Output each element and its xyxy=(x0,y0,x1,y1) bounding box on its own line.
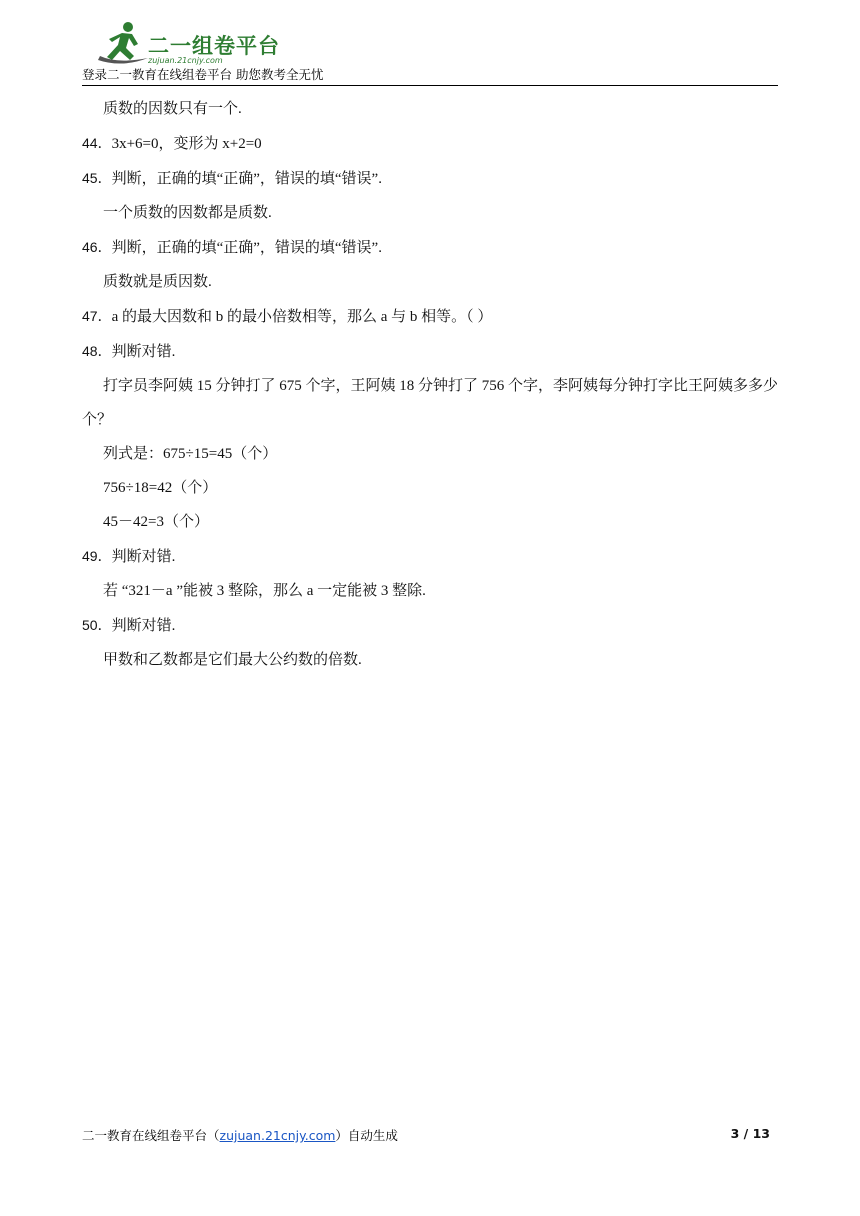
runner-logo-icon xyxy=(92,20,152,66)
question-content xyxy=(82,92,782,677)
question-number: 47． xyxy=(82,308,112,324)
footer-suffix: ）自动生成 xyxy=(335,1128,398,1143)
logo-title: 二一组卷平台 xyxy=(148,34,280,58)
question-number: 50． xyxy=(82,617,112,633)
header-divider xyxy=(82,85,778,86)
question-text: a 的最大因数和 b 的最小倍数相等，那么 a 与 b 相等。（ ） xyxy=(111,309,493,325)
question-statement xyxy=(82,265,782,299)
line-text: 45－42=3（个） xyxy=(103,514,209,530)
footer-link[interactable]: zujuan.21cnjy.com xyxy=(219,1128,336,1143)
question-44 xyxy=(82,126,782,161)
question-number: 48． xyxy=(82,343,112,359)
line-text: 甲数和乙数都是它们最大公约数的倍数. xyxy=(103,652,362,668)
line-text: 质数的因数只有一个. xyxy=(103,101,242,117)
question-number: 44． xyxy=(82,135,112,151)
question-text: 判断对错. xyxy=(111,549,176,565)
question-text: 判断，正确的填“正确”，错误的填“错误”. xyxy=(111,240,382,256)
logo-subtitle: zujuan.21cnjy.com xyxy=(148,56,223,65)
question-number: 45． xyxy=(82,170,112,186)
page-number: 3 / 13 xyxy=(730,1126,770,1141)
question-45 xyxy=(82,161,782,196)
question-number: 46． xyxy=(82,239,112,255)
question-text: 判断对错. xyxy=(111,344,176,360)
calculation-line xyxy=(82,471,782,505)
question-50 xyxy=(82,608,782,643)
footer-generator xyxy=(82,1126,398,1144)
question-46 xyxy=(82,230,782,265)
line-text: 一个质数的因数都是质数. xyxy=(103,205,272,221)
question-text: 判断对错. xyxy=(111,618,176,634)
question-statement xyxy=(82,574,782,608)
line-text: 质数就是质因数. xyxy=(103,274,212,290)
question-text: 3x+6=0，变形为 x+2=0 xyxy=(111,136,262,152)
question-49 xyxy=(82,539,782,574)
header-slogan: 登录二一教育在线组卷平台 助您教考全无忧 xyxy=(82,67,324,82)
question-47 xyxy=(82,299,782,334)
question-text xyxy=(82,92,782,126)
line-text: 756÷18=42（个） xyxy=(103,480,218,496)
question-statement xyxy=(82,643,782,677)
calculation-line xyxy=(82,437,782,471)
line-text: 打字员李阿姨 15 分钟打了 675 个字，王阿姨 18 分钟打了 756 个字，李阿姨每分钟打字比王阿姨多多少个？ xyxy=(82,378,779,428)
footer-prefix: 二一教育在线组卷平台（ xyxy=(82,1128,220,1143)
calculation-line xyxy=(82,505,782,539)
question-statement xyxy=(82,196,782,230)
question-statement xyxy=(82,369,782,437)
question-number: 49． xyxy=(82,548,112,564)
line-text: 若 “321－a ”能被 3 整除，那么 a 一定能被 3 整除. xyxy=(103,583,426,599)
line-text: 列式是：675÷15=45（个） xyxy=(103,446,278,462)
question-text: 判断，正确的填“正确”，错误的填“错误”. xyxy=(111,171,382,187)
question-48 xyxy=(82,334,782,369)
